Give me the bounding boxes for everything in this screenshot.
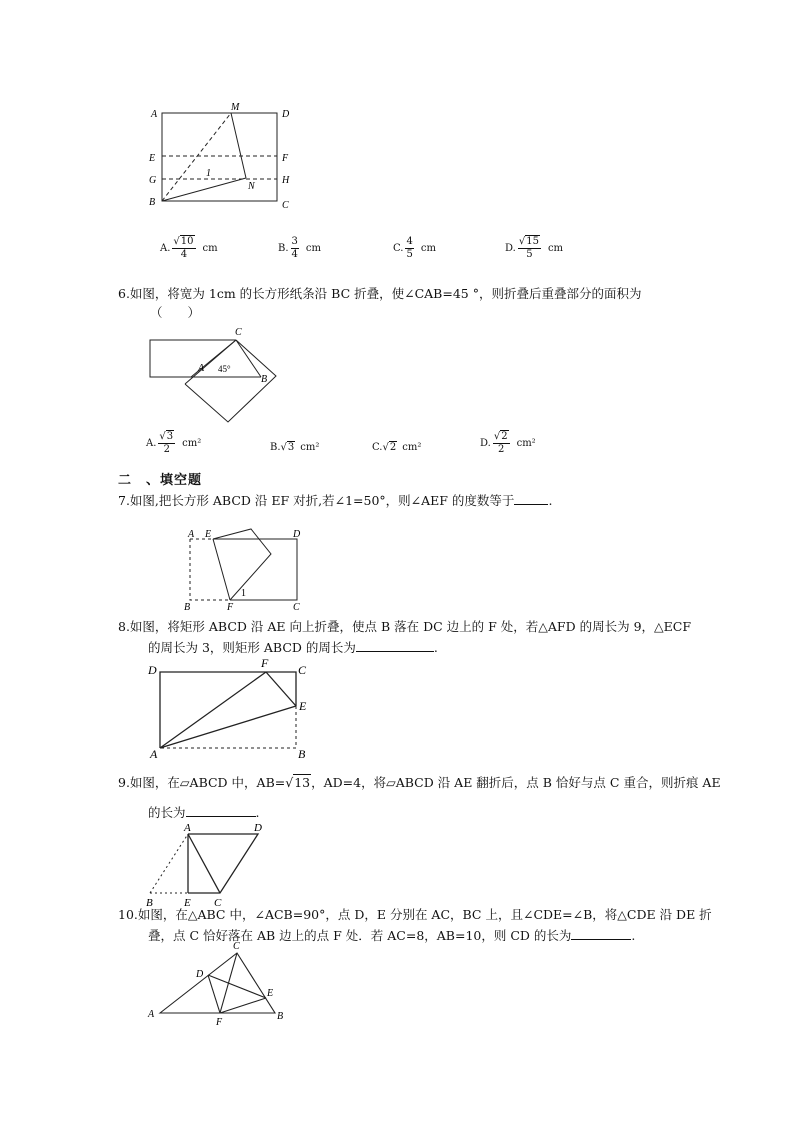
q8-label-e: E [299, 699, 307, 713]
q7-fold-line-ef [213, 539, 230, 600]
q8-line-fe [266, 672, 296, 706]
q7-text: 7.如图,把长方形 ABCD 沿 EF 对折,若∠1=50°，则∠AEF 的度数等于 . [118, 493, 553, 508]
q6-label-angle: 45° [218, 364, 231, 374]
q6-label-b: B [261, 374, 268, 385]
q7-label-a: A [188, 529, 195, 540]
q8-answer-blank[interactable] [356, 651, 434, 652]
q5-label-h: H [282, 175, 290, 186]
q9-label-e: E [184, 897, 191, 909]
q10-line1: 10.如图，在△ABC 中，∠ACB=90°，点 D，E 分别在 AC，BC 上，且∠CDE=∠B，将△CDE 沿 DE 折 [118, 907, 712, 922]
q9-line1: 9.如图，在▱ABCD 中，AB=√13，AD=4，将▱ABCD 沿 AE 翻折后，点 B 恰好与点 C 重合，则折痕 AE [118, 775, 721, 790]
q5-label-angle-1: 1 [206, 168, 211, 179]
q6-option-b: B.√3 cm² [270, 442, 320, 453]
q8-line-af [160, 672, 266, 748]
q9-label-a: A [184, 822, 191, 834]
q10-label-a: A [148, 1009, 155, 1020]
q6-figure [140, 322, 280, 427]
q8-label-c: C [298, 663, 307, 677]
q7-rectangle-right [213, 539, 297, 600]
q9-figure [140, 820, 280, 910]
q5-label-d: D [282, 109, 290, 120]
q7-label-d: D [293, 529, 301, 540]
q8-line2: 的周长为 3，则矩形 ABCD 的周长为 . [148, 640, 438, 655]
q7-label-c: C [293, 602, 300, 613]
q10-line-df [208, 975, 220, 1013]
q5-option-c: C. $\frac{4}{5}$ cm [393, 236, 436, 260]
q7-figure [180, 522, 310, 614]
q6-option-a: A. $\frac{√3}{2}$ cm² [146, 431, 202, 455]
q6-label-c: C [235, 327, 242, 338]
q7-label-f: F [227, 602, 234, 613]
q10-fold-line-de [208, 975, 266, 998]
q5-rectangle [162, 113, 277, 201]
q9-line2: 的长为 . [148, 805, 260, 820]
q6-label-a: A [198, 363, 205, 374]
q5-line-mn [231, 113, 246, 178]
q8-figure [142, 656, 322, 760]
q10-label-d: D [196, 969, 204, 980]
q9-label-d: D [254, 822, 262, 834]
q6-option-c: C.√2 cm² [372, 442, 422, 453]
q5-label-m: M [231, 102, 240, 113]
q10-figure [140, 940, 300, 1032]
q5-option-d: D. $\frac{√15}{5}$ cm [505, 236, 564, 260]
q7-answer-blank[interactable] [514, 504, 548, 505]
q5-label-b: B [149, 197, 156, 208]
q8-label-d: D [148, 663, 157, 677]
q9-label-c: C [214, 897, 222, 909]
q5-line-bm [162, 113, 231, 201]
q5-label-c: C [282, 200, 289, 211]
q5-label-a: A [151, 109, 158, 120]
q5-label-f: F [282, 153, 289, 164]
q8-line1: 8.如图，将矩形 ABCD 沿 AE 向上折叠，使点 B 落在 DC 边上的 F 处，若△AFD 的周长为 9，△ECF [118, 619, 691, 634]
q10-label-c: C [233, 941, 240, 952]
q6-text: 6.如图，将宽为 1cm 的长方形纸条沿 BC 折叠，使∠CAB=45 °，则折叠后重叠部分的面积为 [118, 286, 642, 301]
q5-label-n: N [248, 181, 255, 192]
q10-answer-blank[interactable] [571, 939, 631, 940]
q5-label-g: G [149, 175, 157, 186]
q9-label-b: B [146, 897, 153, 909]
q7-dashed-ab-bf [190, 539, 230, 600]
q5-label-e: E [149, 153, 156, 164]
q6-answer-parentheses: （ ） [150, 305, 201, 320]
q10-label-b: B [277, 1011, 284, 1022]
q5-line-nb [162, 178, 246, 201]
q9-line-ac [188, 834, 220, 893]
q10-line-cf [220, 953, 237, 1013]
q8-fold-line-ae [160, 706, 296, 748]
q7-label-e: E [205, 529, 212, 540]
q5-option-b: B. $\frac{3}{4}$ cm [278, 236, 321, 260]
q7-label-b: B [184, 602, 191, 613]
q9-answer-blank[interactable] [186, 816, 256, 817]
q10-label-f: F [216, 1017, 223, 1028]
q5-option-a: A. $\frac{√10}{4}$ cm [160, 236, 218, 260]
q8-label-a: A [150, 747, 158, 760]
q8-label-b: B [298, 747, 306, 760]
q10-line2: 叠，点 C 恰好落在 AB 边上的点 F 处．若 AC=8，AB=10，则 CD 的长为 . [148, 928, 636, 943]
q9-parallelogram-part [188, 834, 258, 893]
q9-dashed-ab [150, 834, 188, 893]
q6-option-d: D. $\frac{√2}{2}$ cm² [480, 431, 536, 455]
q7-label-angle-1: 1 [241, 588, 246, 599]
q10-label-e: E [267, 988, 274, 999]
q10-line-fe [220, 998, 266, 1013]
section-title-fill-in: 二 、填空题 [118, 473, 203, 488]
q5-figure [145, 100, 305, 215]
q8-label-f: F [261, 656, 269, 670]
